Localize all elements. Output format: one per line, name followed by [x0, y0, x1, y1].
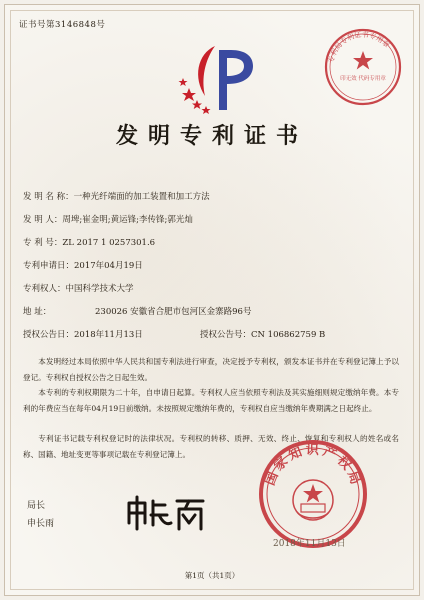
field-value: 中国科学技术大学	[65, 284, 134, 294]
paragraph-legal-status: 专利证书记载专利权登记时的法律状况。专利权的转移、质押、无效、终止、恢复和专利权人的姓名或名称、国籍、地址变更等事项记载在专利登记簿上。	[23, 434, 399, 459]
top-seal-inner-text: 印无效 代码专用章	[340, 76, 386, 82]
certificate-title: 发明专利证书	[115, 123, 308, 149]
director-name: 申长雨	[27, 519, 55, 529]
page-number: 第1页（共1页）	[184, 571, 240, 580]
field-value: 2018年11月13日	[74, 330, 143, 340]
field-label: 专 利 号：	[23, 238, 63, 248]
seal-date: 2018年11月13日	[273, 539, 346, 549]
field-label: 地 址：	[23, 307, 52, 317]
top-seal-ring-text: 专利局专利证书专用章	[327, 30, 391, 64]
director-signature	[123, 493, 209, 533]
field-value: 周埤;崔金明;黄运锋;李传锋;郭光灿	[62, 215, 193, 225]
field-invention-name	[23, 190, 210, 202]
paragraph-term-fees: 本专利的专利权期限为二十年，自申请日起算。专利权人应当依照专利法及其实施细则规定缴纳年费。本专利的年费应当在每年04月19日前缴纳。未按照规定缴纳年费的，专利权自应当缴纳年费期满之日起终止。	[23, 388, 399, 413]
field-value: 2017年04月19日	[74, 261, 143, 271]
certificate-number: 证书号第3146848号	[19, 20, 106, 30]
field-address	[23, 305, 251, 317]
field-label: 专利权人：	[23, 284, 66, 294]
field-grant-date	[23, 328, 325, 340]
svg-text:国家知识产权局	[262, 442, 364, 489]
field-value: 230026 安徽省合肥市包河区金寨路96号	[95, 307, 252, 317]
patent-seal-small	[323, 27, 403, 107]
field-label: 发 明 名 称：	[23, 192, 74, 202]
field-value-2: CN 106862759 B	[251, 330, 326, 340]
field-value: 一种光纤端面的加工装置和加工方法	[73, 192, 210, 202]
field-application-date	[23, 259, 143, 271]
state-ip-office-seal	[257, 438, 369, 550]
field-label: 授权公告日：	[23, 330, 75, 340]
field-inventors	[23, 213, 193, 225]
director-title: 局长	[27, 501, 46, 511]
paragraph-grant-notice: 本发明经过本局依照中华人民共和国专利法进行审查，决定授予专利权，颁发本证书并在专利登记簿上予以登记。专利权自授权公告之日起生效。	[23, 357, 399, 382]
field-patent-number	[23, 236, 155, 248]
field-label-2: 授权公告号：	[200, 330, 252, 340]
certificate-sheet	[4, 4, 420, 596]
field-value: ZL 2017 1 0257301.6	[62, 238, 156, 248]
patent-office-logo	[175, 40, 265, 118]
field-label: 发 明 人：	[23, 215, 63, 225]
big-seal-ring-text: 国家知识产权局	[262, 442, 364, 490]
field-label: 专利申请日：	[23, 261, 75, 271]
field-patentee	[23, 282, 134, 294]
